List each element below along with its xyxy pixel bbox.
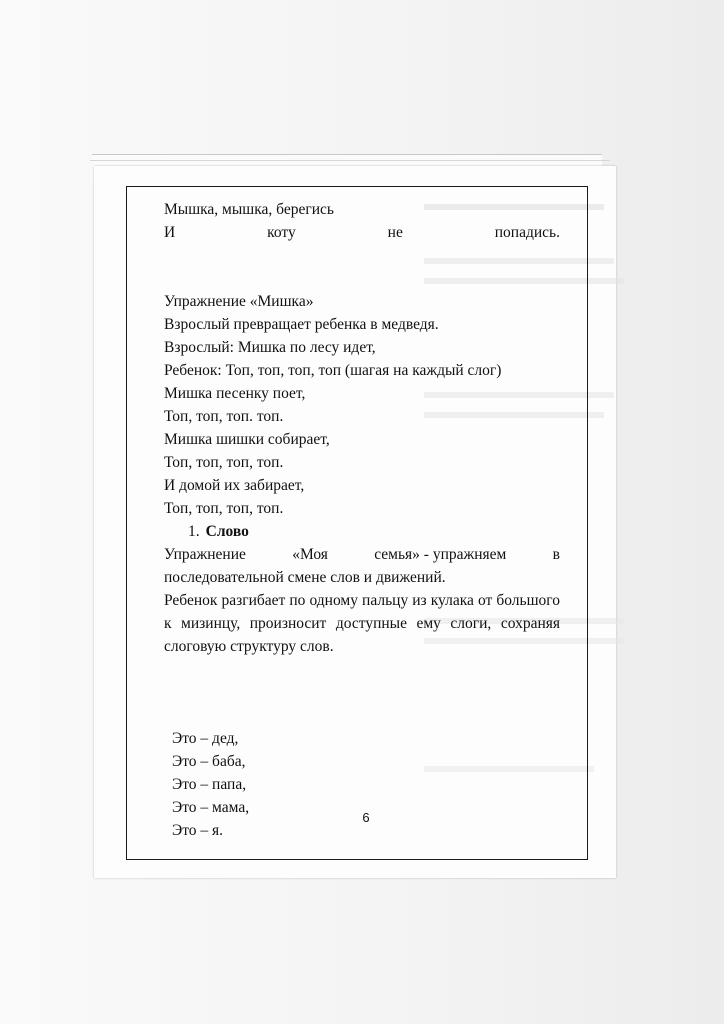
- page-content: [164, 198, 560, 842]
- rhyme-line-justified: [164, 221, 560, 244]
- exercise-line: Взрослый превращает ребенка в медведя.: [164, 316, 439, 333]
- exercise-line: Мишка шишки собирает,: [164, 431, 330, 448]
- exercise-line: Топ, топ, топ, топ.: [164, 454, 284, 471]
- exercise-line: Мишка песенку поет,: [164, 385, 306, 402]
- page-number: 6: [362, 810, 370, 825]
- word: попадись.: [494, 224, 560, 241]
- word: в: [552, 546, 560, 563]
- word: коту: [267, 224, 296, 241]
- rhyme-line: Мышка, мышка, берегись: [164, 201, 334, 218]
- section-heading: [164, 520, 560, 543]
- exercise-intro-line: последовательной смене слов и движений.: [164, 569, 446, 586]
- spacer: [164, 244, 560, 290]
- poem-line: Это – мама,: [172, 799, 250, 816]
- poem-line: Это – папа,: [172, 776, 247, 793]
- word: не: [387, 224, 403, 241]
- section-title: Слово: [205, 523, 249, 540]
- exercise-line: Взрослый: Мишка по лесу идет,: [164, 339, 376, 356]
- spacer: [164, 658, 560, 727]
- exercise-paragraph: Ребенок разгибает по одному пальцу из кулака от большого к мизинцу, произносит доступные ему слоги, сохраняя слоговую структуру слов.: [164, 592, 560, 655]
- word: «Моя: [292, 546, 328, 563]
- poem-line: Это – баба,: [172, 753, 246, 770]
- word: И: [164, 224, 176, 241]
- exercise-intro-row: [164, 543, 560, 566]
- word: Упражнение: [164, 546, 246, 563]
- exercise-line: Топ, топ, топ. топ.: [164, 408, 284, 425]
- exercise-line: И домой их забирает,: [164, 477, 305, 494]
- poem-line: Это – я.: [172, 822, 224, 839]
- section-number: 1.: [188, 523, 200, 540]
- poem-line: Это – дед,: [172, 730, 239, 747]
- word: семья» - упражняем: [374, 546, 507, 563]
- exercise-title: Упражнение «Мишка»: [164, 293, 314, 310]
- exercise-line: Топ, топ, топ, топ.: [164, 500, 284, 517]
- exercise-line: Ребенок: Топ, топ, топ, топ (шагая на каждый слог): [164, 362, 502, 379]
